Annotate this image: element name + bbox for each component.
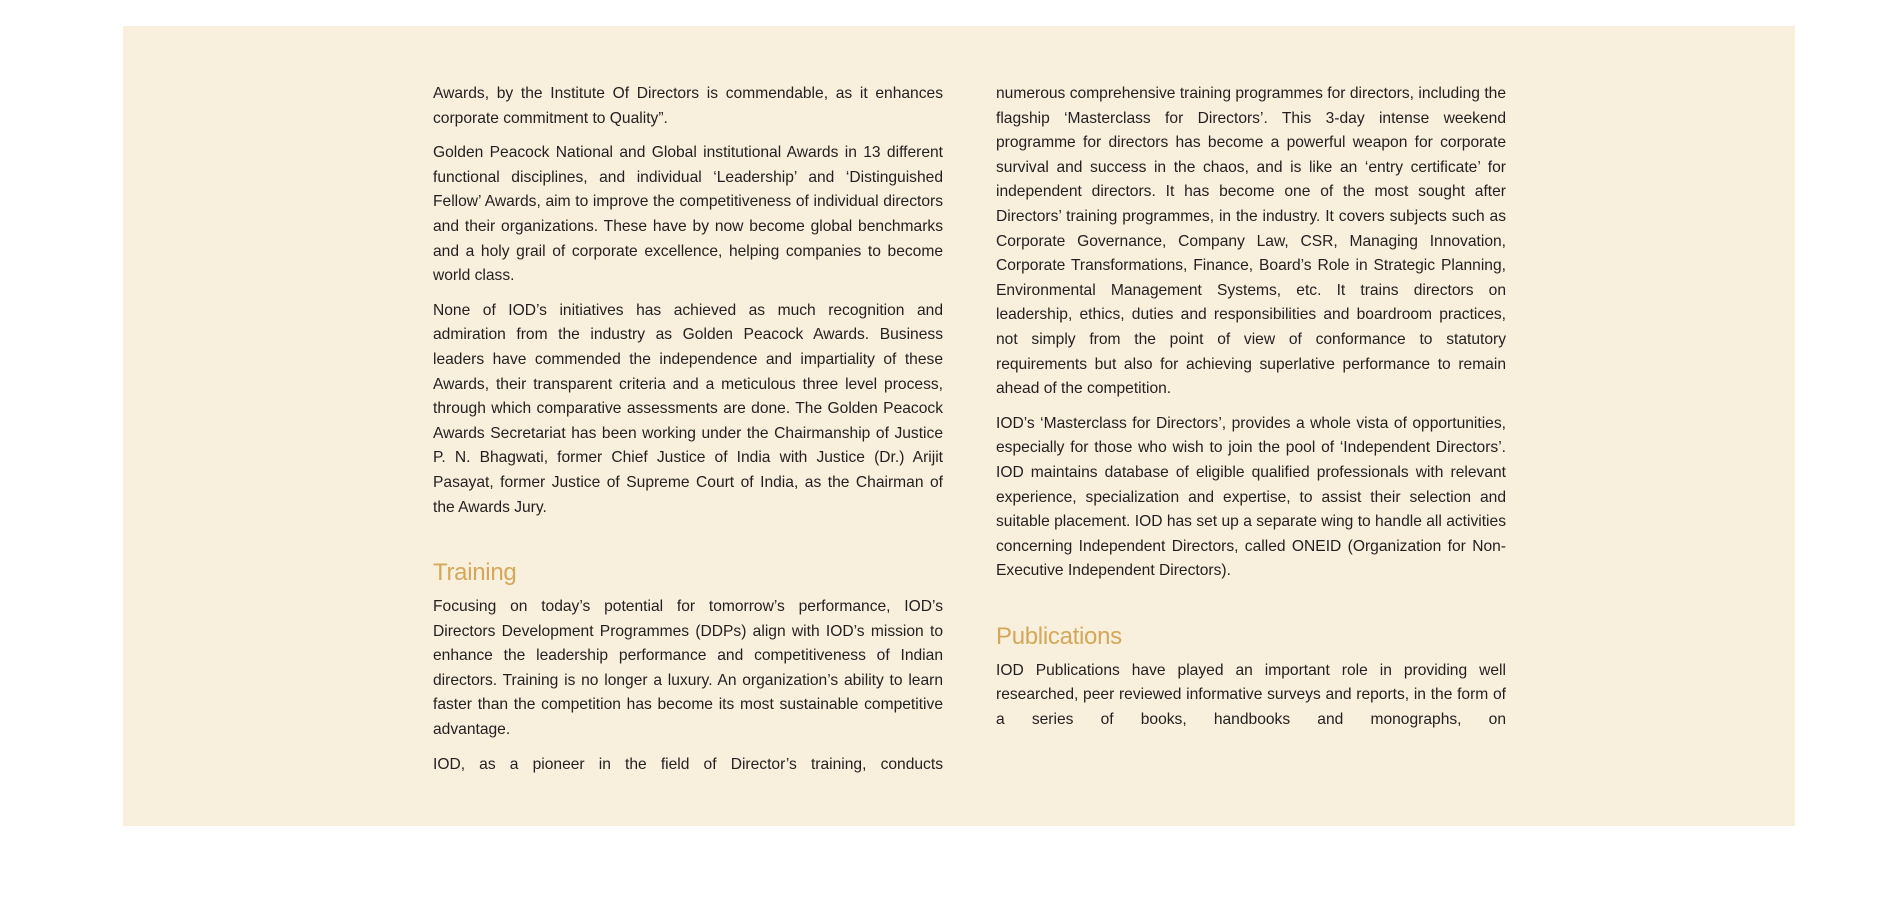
paragraph-iod-initiatives: None of IOD’s initiatives has achieved as much recognition and admiration from the industry as Golden Peacock Awards. Business leaders have commended the independence and impartiality of these Awards, their transparent criteria and a meticulous three level process, through which comparative assessments are done. The Golden Peacock Awards Secretariat has been working under the Chairmanship of Justice P. N. Bhagwati, former Chief Justice of India with Justice (Dr.) Arijit Pasayat, former Justice of Supreme Court of India, as the Chairman of the Awards Jury. [433, 301, 943, 516]
paragraph-awards-intro: Awards, by the Institute Of Directors is commendable, as it enhances corporate commitment to Quality”. [433, 85, 943, 127]
paragraph-publications: IOD Publications have played an important role in providing well researched, peer reviewed informative surveys and reports, in the form of a series of books, handbooks and monographs, on [996, 661, 1506, 729]
paragraph-golden-peacock-awards: Golden Peacock National and Global institutional Awards in 13 different functional disciplines, and individual ‘Leadership’ and ‘Distinguished Fellow’ Awards, aim to improve the competitiveness of individual directors and their organizations. These have by now become global benchmarks and a holy grail of corporate excellence, helping companies to become world class. [433, 144, 943, 285]
left-column [433, 82, 943, 787]
heading-publications: Publications [996, 622, 1122, 650]
paragraph-training-programmes: numerous comprehensive training programmes for directors, including the flagship ‘Masterclass for Directors’. This 3-day intense weekend programme for directors has become a powerful weapon for corporate survival and success in the chaos, and is like an ‘entry certificate’ for independent directors. It has become one of the most sought after Directors’ training programmes, in the industry. It covers subjects such as Corporate Governance, Company Law, CSR, Managing Innovation, Corporate Transformations, Finance, Board’s Role in Strategic Planning, Environmental Management Systems, etc. It trains directors on leadership, ethics, duties and responsibilities and boardroom practices, not simply from the point of view of conformance to statutory requirements but also for achieving superlative performance to remain ahead of the competition. [996, 85, 1506, 398]
right-column [996, 82, 1506, 743]
heading-training: Training [433, 559, 517, 587]
document-page [123, 26, 1795, 826]
paragraph-iod-pioneer: IOD, as a pioneer in the field of Director’s training, conducts [433, 755, 943, 773]
paragraph-masterclass: IOD’s ‘Masterclass for Directors’, provides a whole vista of opportunities, especially for those who wish to join the pool of ‘Independent Directors’. IOD maintains database of eligible qualified professionals with relevant experience, specialization and expertise, to assist their selection and suitable placement. IOD has set up a separate wing to handle all activities concerning Independent Directors, called ONEID (Organization for Non-Executive Independent Directors). [996, 414, 1506, 580]
paragraph-training-focus: Focusing on today’s potential for tomorrow’s performance, IOD’s Directors Development Programmes (DDPs) align with IOD’s mission to enhance the leadership performance and competitiveness of Indian directors. Training is no longer a luxury. An organization’s ability to learn faster than the competition has become its most sustainable competitive advantage. [433, 598, 943, 739]
